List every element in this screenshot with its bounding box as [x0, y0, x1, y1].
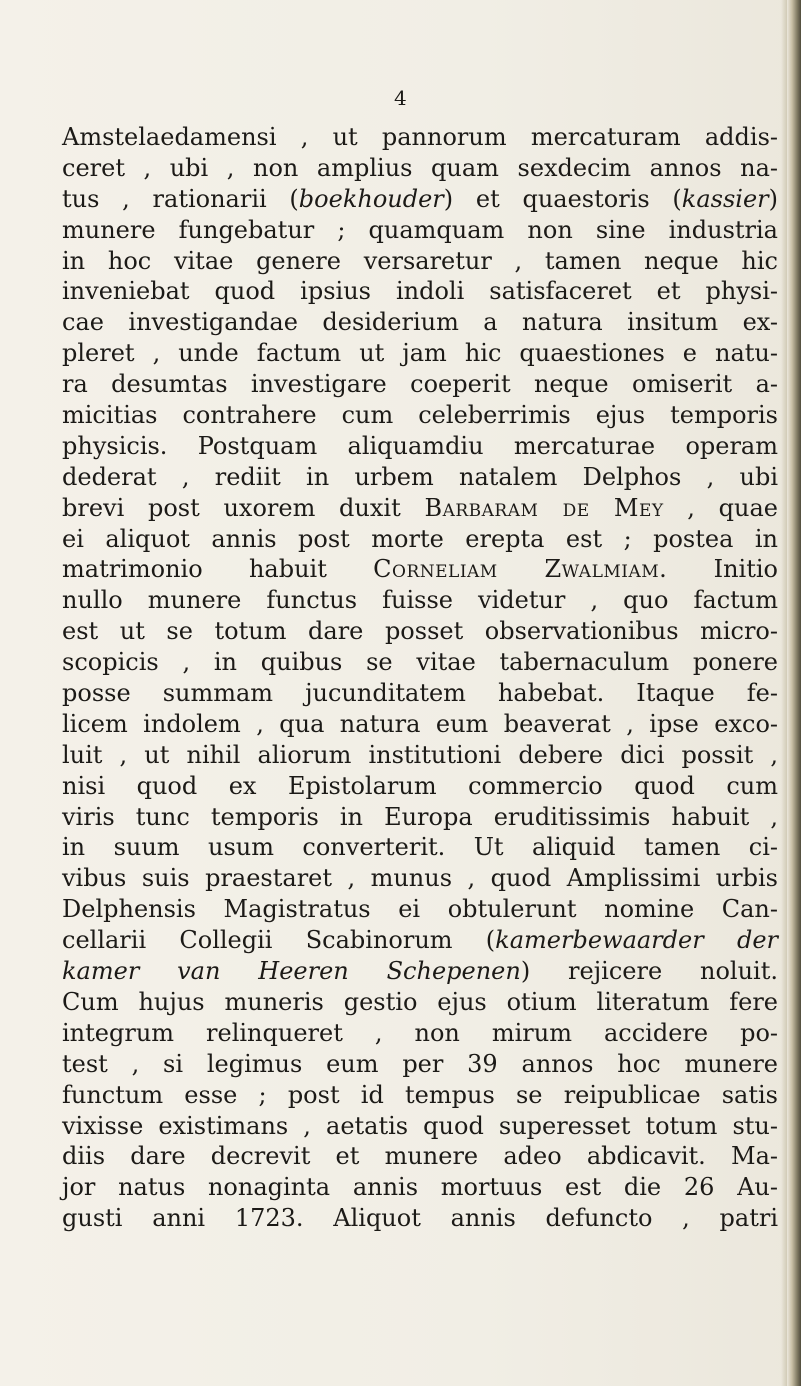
text-segment: ei aliquot annis post morte erepta est ; postea in: [62, 524, 778, 553]
body-text: [62, 122, 778, 1234]
text-segment: viris tunc temporis in Europa eruditissimis habuit ,: [62, 802, 778, 831]
text-line: [62, 369, 778, 400]
text-segment: gusti anni 1723. Aliquot annis defuncto , patri: [62, 1204, 778, 1233]
text-segment: licem indolem , qua natura eum beaverat , ipse exco-: [62, 709, 778, 738]
text-segment: ) et quaestoris (: [443, 184, 682, 213]
text-segment: tus , rationarii (: [62, 184, 299, 213]
text-segment: ): [768, 184, 779, 213]
text-line: [62, 1203, 778, 1234]
text-segment: Initio: [667, 555, 778, 584]
text-segment: Delphensis Magistratus ei obtulerunt nomine Can-: [62, 895, 778, 924]
text-line: [62, 153, 778, 184]
italic-text: boekhouder: [298, 184, 444, 213]
text-segment: ceret , ubi , non amplius quam sexdecim annos na-: [62, 153, 778, 182]
text-line: [62, 1018, 778, 1049]
text-line: [62, 894, 778, 925]
text-segment: nisi quod ex Epistolarum commercio quod cum: [62, 771, 778, 800]
text-line: [62, 956, 778, 987]
text-segment: pleret , unde factum ut jam hic quaestiones e natu-: [62, 339, 778, 368]
text-line: [62, 215, 778, 246]
text-segment: Cum hujus muneris gestio ejus otium literatum fere: [62, 987, 778, 1016]
text-segment: ) rejicere noluit.: [520, 957, 778, 986]
text-segment: est ut se totum dare posset observationibus micro-: [62, 617, 778, 646]
text-line: [62, 400, 778, 431]
small-caps-name: Corneliam Zwalmiam.: [373, 555, 668, 584]
text-line: [62, 616, 778, 647]
text-segment: cellarii Collegii Scabinorum (: [62, 926, 496, 955]
text-line: [62, 462, 778, 493]
text-segment: jor natus nonaginta annis mortuus est die 26 Au-: [62, 1173, 778, 1202]
text-line: [62, 1080, 778, 1111]
text-segment: integrum relinqueret , non mirum accidere po-: [62, 1018, 778, 1047]
text-segment: physicis. Postquam aliquamdiu mercaturae operam: [62, 431, 778, 460]
text-line: [62, 122, 778, 153]
text-segment: posse summam jucunditatem habebat. Itaque fe-: [62, 679, 778, 708]
text-segment: ra desumtas investigare coeperit neque omiserit a-: [62, 370, 778, 399]
page-number: 4: [394, 86, 407, 110]
text-segment: in hoc vitae genere versaretur , tamen neque hic: [62, 246, 778, 275]
small-caps-name: Barbaram de Mey: [424, 493, 664, 522]
text-line: [62, 1049, 778, 1080]
text-line: [62, 338, 778, 369]
text-line: [62, 246, 778, 277]
text-segment: vibus suis praestaret , munus , quod Amplissimi urbis: [62, 864, 778, 893]
text-segment: functum esse ; post id tempus se reipublicae satis: [62, 1080, 778, 1109]
text-line: [62, 802, 778, 833]
text-line: [62, 863, 778, 894]
text-line: [62, 740, 778, 771]
text-line: [62, 832, 778, 863]
text-segment: inveniebat quod ipsius indoli satisfaceret et physi-: [62, 277, 778, 306]
italic-text: kamer van Heeren Schepenen: [62, 957, 521, 986]
text-line: [62, 647, 778, 678]
text-line: [62, 493, 778, 524]
text-segment: cae investigandae desiderium a natura insitum ex-: [62, 308, 778, 337]
text-line: [62, 925, 778, 956]
page-edge-shadow: [787, 0, 801, 1386]
italic-text: kassier: [681, 184, 769, 213]
text-line: [62, 678, 778, 709]
text-segment: scopicis , in quibus se vitae tabernaculum ponere: [62, 648, 778, 677]
text-segment: brevi post uxorem duxit: [62, 493, 425, 522]
text-segment: micitias contrahere cum celeberrimis ejus temporis: [62, 401, 778, 430]
italic-text: kamerbewaarder der: [495, 926, 778, 955]
text-segment: nullo munere functus fuisse videtur , quo factum: [62, 586, 778, 615]
text-segment: luit , ut nihil aliorum institutioni debere dici possit ,: [62, 740, 778, 769]
text-segment: matrimonio habuit: [62, 555, 374, 584]
text-segment: , quae: [663, 493, 778, 522]
text-segment: test , si legimus eum per 39 annos hoc munere: [62, 1049, 778, 1078]
text-line: [62, 554, 778, 585]
text-line: [62, 524, 778, 555]
text-segment: munere fungebatur ; quamquam non sine industria: [62, 215, 778, 244]
text-segment: Amstelaedamensi , ut pannorum mercaturam addis-: [62, 123, 778, 151]
text-line: [62, 1141, 778, 1172]
text-line: [62, 1172, 778, 1203]
text-segment: diis dare decrevit et munere adeo abdicavit. Ma-: [62, 1142, 778, 1171]
text-line: [62, 307, 778, 338]
text-line: [62, 184, 778, 215]
text-line: [62, 585, 778, 616]
text-line: [62, 987, 778, 1018]
text-segment: vixisse existimans , aetatis quod superesset totum stu-: [62, 1111, 778, 1140]
text-line: [62, 709, 778, 740]
text-segment: in suum usum converterit. Ut aliquid tamen ci-: [62, 833, 778, 862]
text-line: [62, 431, 778, 462]
text-segment: dederat , rediit in urbem natalem Delphos , ubi: [62, 462, 778, 491]
text-line: [62, 1111, 778, 1142]
text-line: [62, 771, 778, 802]
text-line: [62, 276, 778, 307]
